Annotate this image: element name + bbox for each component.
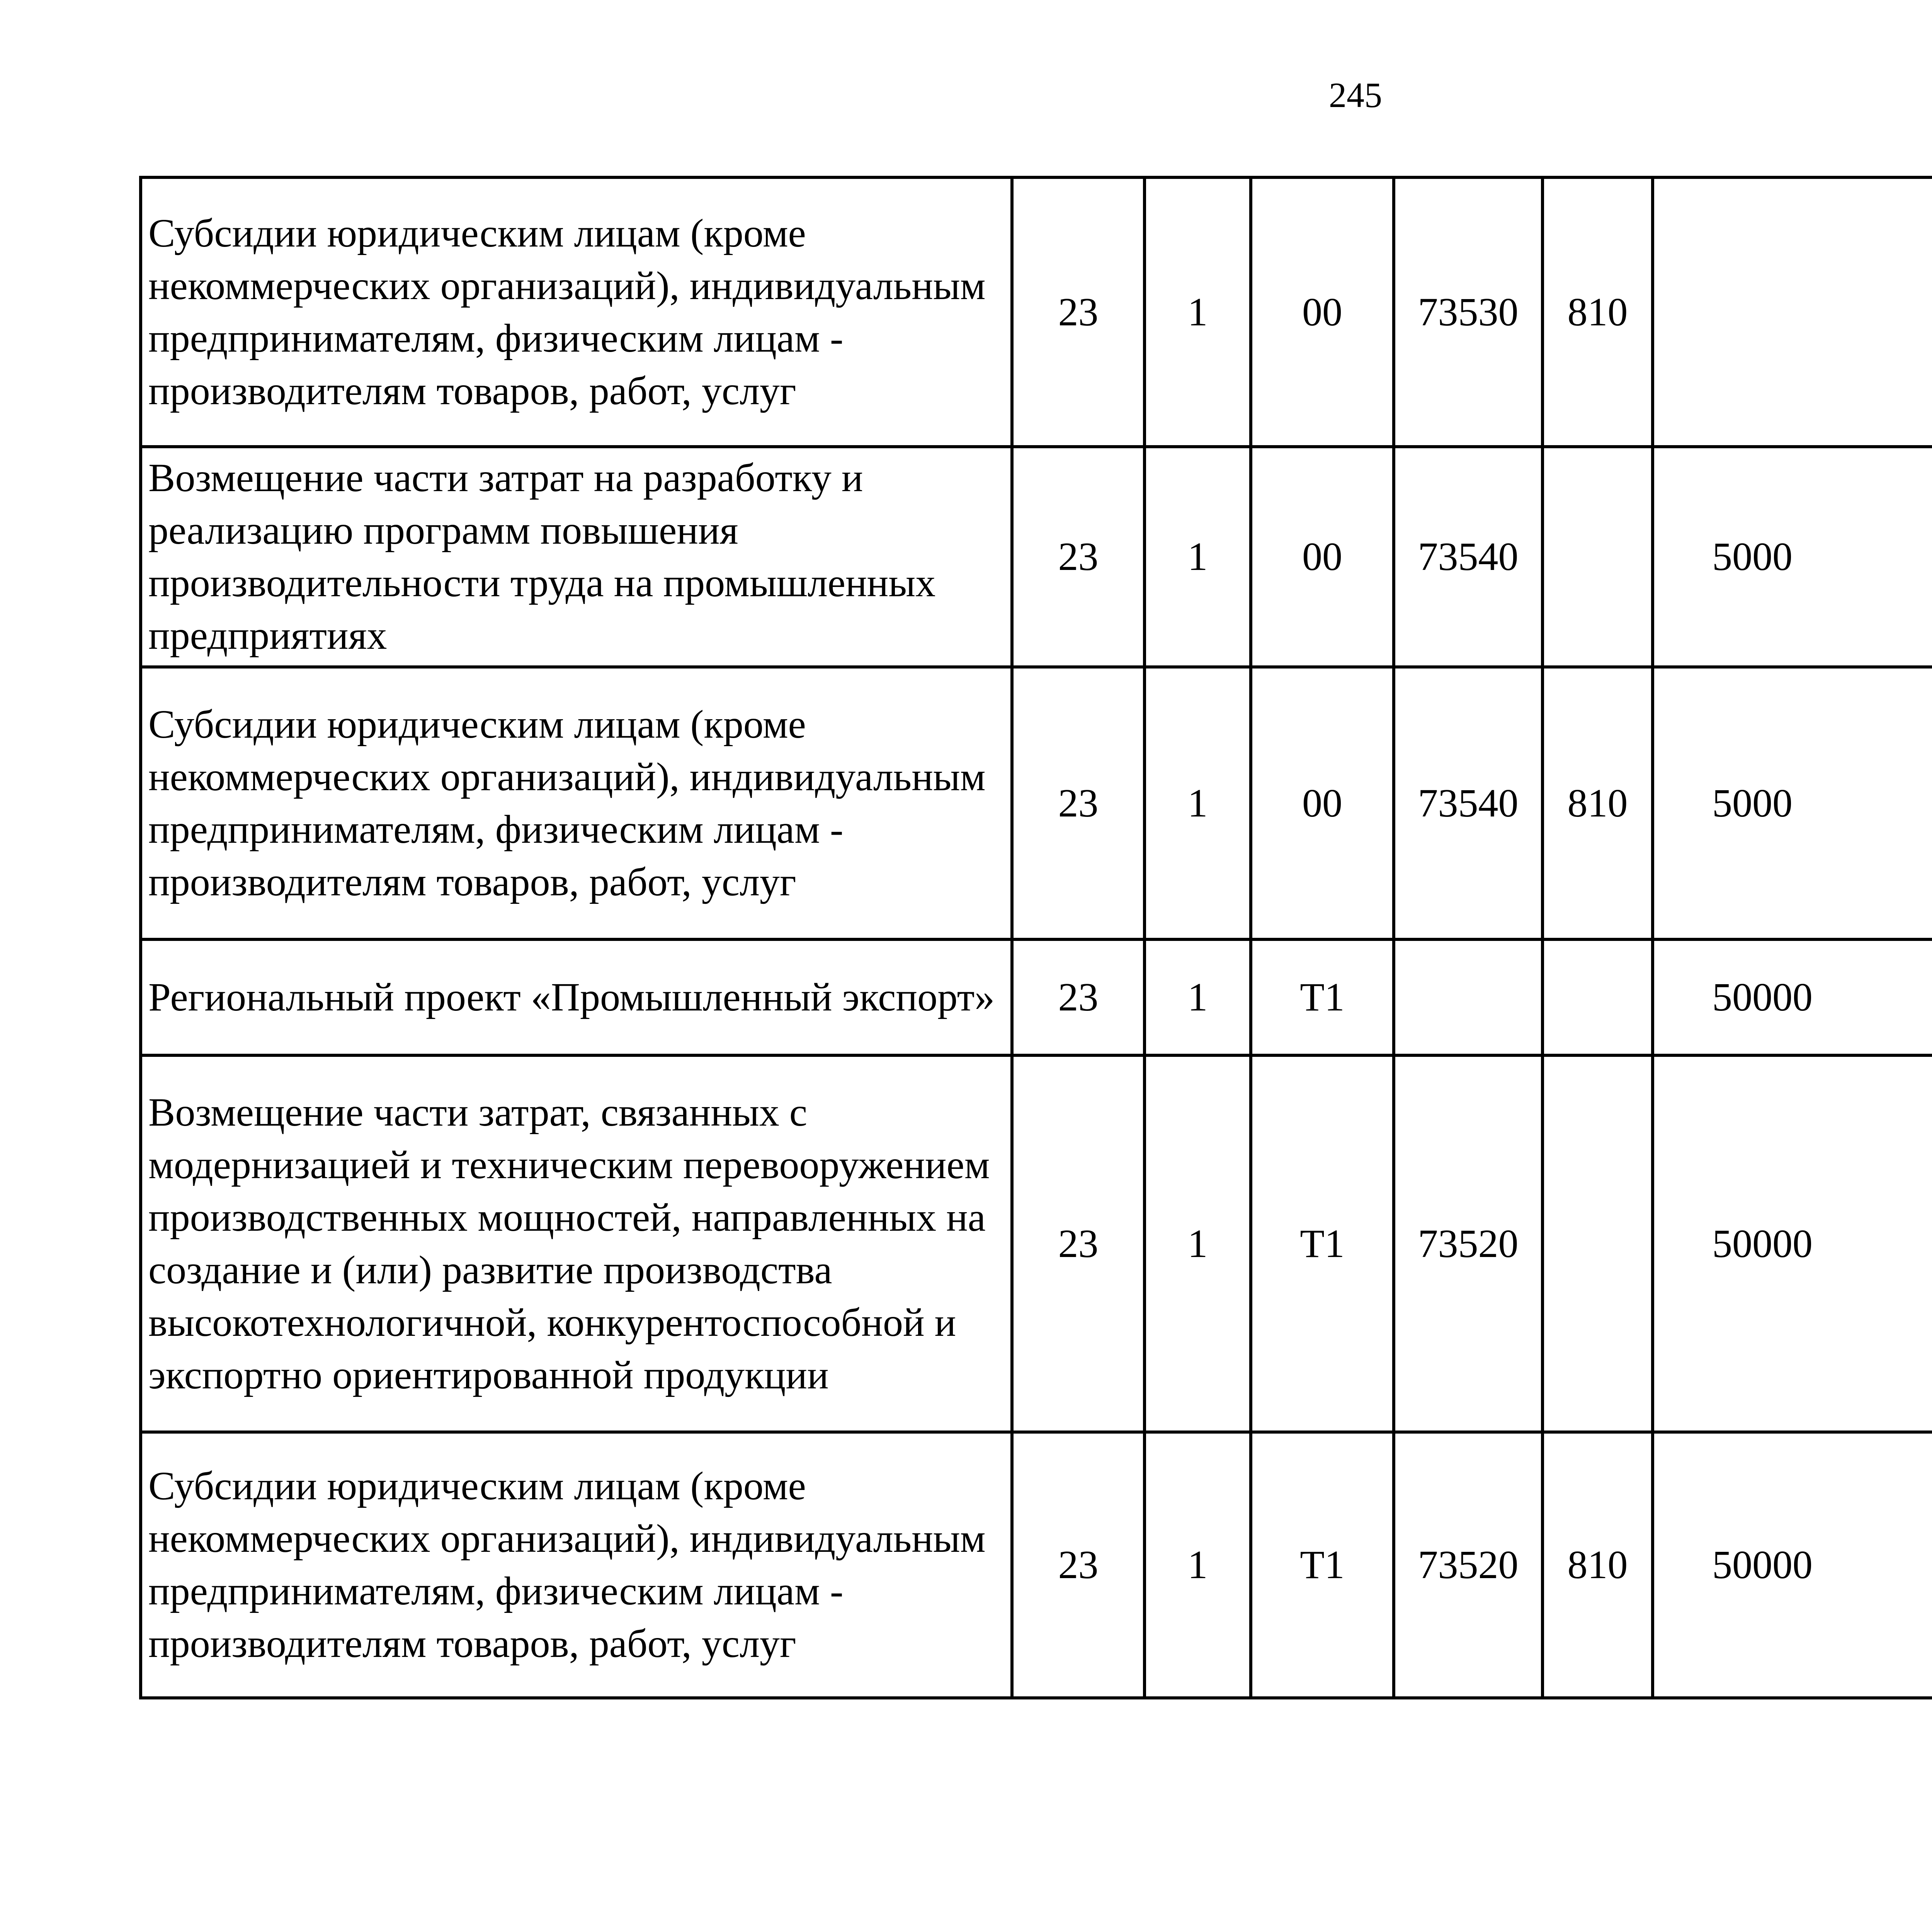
cell-code-2: 1 xyxy=(1145,1432,1251,1698)
table-row xyxy=(141,1055,1932,1432)
cell-code-5 xyxy=(1543,447,1653,667)
cell-code-5: 810 xyxy=(1543,177,1653,447)
cell-code-2: 1 xyxy=(1145,1055,1251,1432)
table-row xyxy=(141,177,1932,447)
row-name: Региональный проект «Промышленный экспорт» xyxy=(141,939,1012,1055)
cell-amount-1: 50000 xyxy=(1653,1055,1932,1432)
cell-code-1: 23 xyxy=(1012,447,1145,667)
row-name: Субсидии юридическим лицам (кроме некоммерческих организаций), индивидуальным предпринимателям, физическим лицам - производителям товаров, работ, услуг xyxy=(141,177,1012,447)
row-name: Возмещение части затрат на разработку и реализацию программ повышения производительности труда на промышленных предприятиях xyxy=(141,447,1012,667)
cell-code-3: T1 xyxy=(1251,1055,1394,1432)
page-number: 245 xyxy=(1329,75,1382,115)
cell-code-2: 1 xyxy=(1145,447,1251,667)
cell-code-5: 810 xyxy=(1543,667,1653,939)
cell-code-1: 23 xyxy=(1012,667,1145,939)
cell-amount-1: 50000 xyxy=(1653,939,1932,1055)
cell-code-4: 73540 xyxy=(1394,667,1543,939)
row-name: Субсидии юридическим лицам (кроме некоммерческих организаций), индивидуальным предпринимателям, физическим лицам - производителям товаров, работ, услуг xyxy=(141,1432,1012,1698)
cell-code-1: 23 xyxy=(1012,939,1145,1055)
table-row xyxy=(141,447,1932,667)
cell-code-5 xyxy=(1543,939,1653,1055)
cell-code-5 xyxy=(1543,1055,1653,1432)
table-row xyxy=(141,667,1932,939)
cell-code-4: 73520 xyxy=(1394,1432,1543,1698)
budget-table xyxy=(139,176,1932,1699)
cell-code-2: 1 xyxy=(1145,667,1251,939)
row-name: Возмещение части затрат, связанных с модернизацией и техническим перевооружением производственных мощностей, направленных на создание и (или) развитие производства высокотехнологичной, конкурентоспособной и экспортно ориентированной продукции xyxy=(141,1055,1012,1432)
cell-code-1: 23 xyxy=(1012,1055,1145,1432)
cell-code-1: 23 xyxy=(1012,177,1145,447)
cell-code-3: 00 xyxy=(1251,177,1394,447)
cell-code-3: 00 xyxy=(1251,447,1394,667)
table-row xyxy=(141,1432,1932,1698)
cell-code-4: 73520 xyxy=(1394,1055,1543,1432)
cell-amount-1: 5000 xyxy=(1653,447,1932,667)
cell-amount-1: 5000 xyxy=(1653,667,1932,939)
cell-code-2: 1 xyxy=(1145,177,1251,447)
cell-code-4 xyxy=(1394,939,1543,1055)
cell-code-5: 810 xyxy=(1543,1432,1653,1698)
cell-code-3: 00 xyxy=(1251,667,1394,939)
cell-code-4: 73530 xyxy=(1394,177,1543,447)
cell-code-3: T1 xyxy=(1251,1432,1394,1698)
table-row xyxy=(141,939,1932,1055)
cell-code-1: 23 xyxy=(1012,1432,1145,1698)
cell-code-3: T1 xyxy=(1251,939,1394,1055)
cell-code-2: 1 xyxy=(1145,939,1251,1055)
cell-code-4: 73540 xyxy=(1394,447,1543,667)
cell-amount-1: 50000 xyxy=(1653,1432,1932,1698)
cell-amount-1 xyxy=(1653,177,1932,447)
row-name: Субсидии юридическим лицам (кроме некоммерческих организаций), индивидуальным предпринимателям, физическим лицам - производителям товаров, работ, услуг xyxy=(141,667,1012,939)
